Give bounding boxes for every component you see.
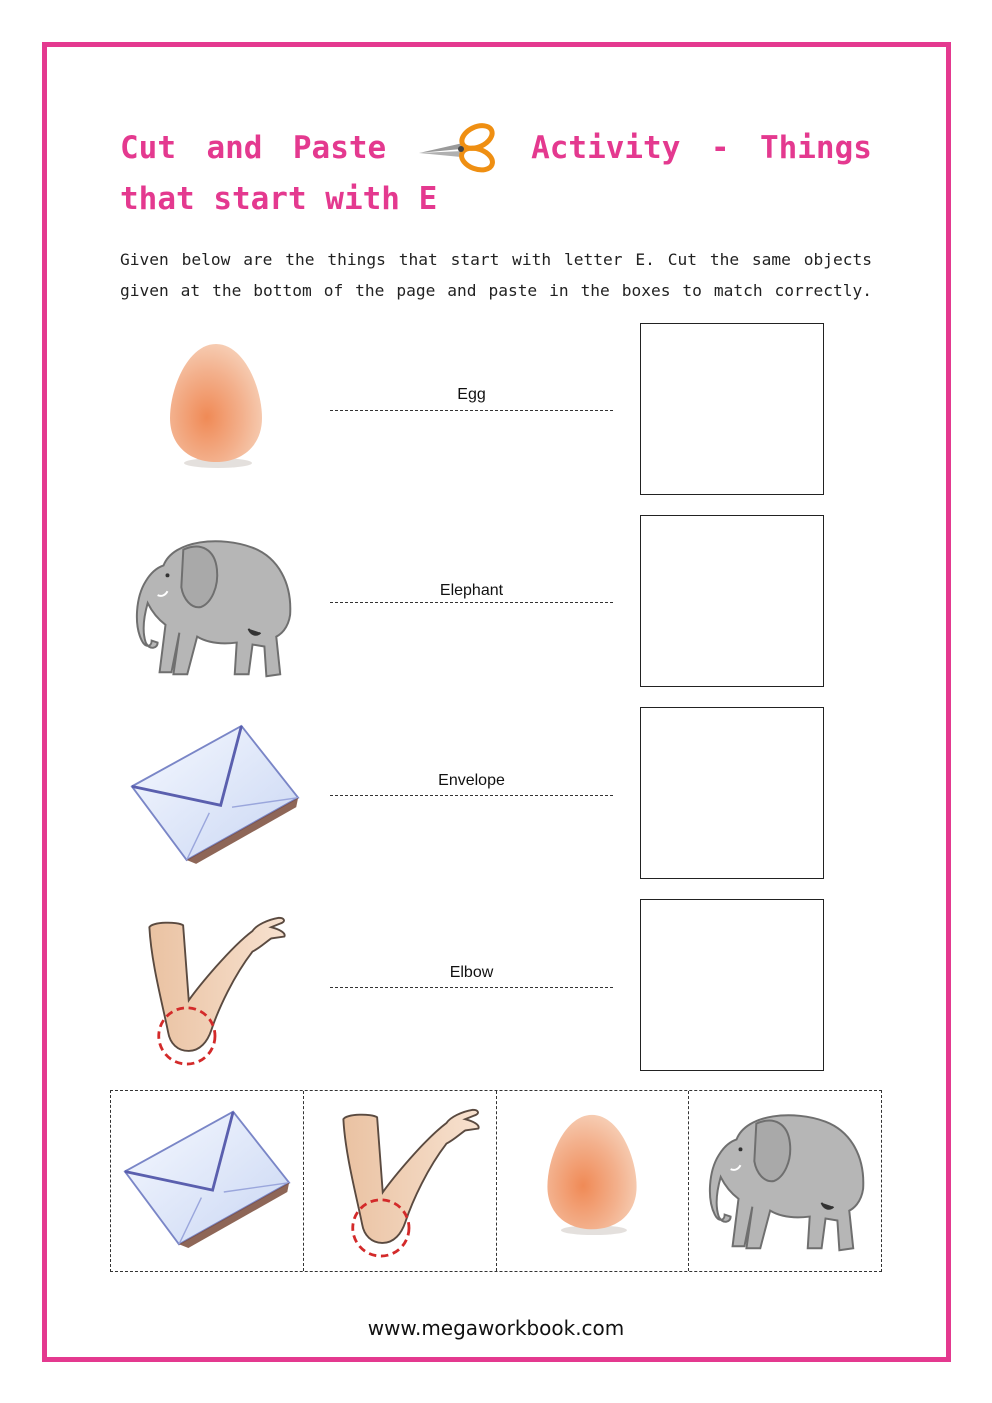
cutout-envelope[interactable] <box>111 1091 304 1271</box>
item-word: Envelope <box>438 772 505 789</box>
instructions-text: Given below are the things that start with letter E. Cut the same objects given at the bottom of the page and paste in the boxes to match correctly. <box>120 250 872 300</box>
elbow-icon <box>334 1097 484 1267</box>
item-word: Elbow <box>449 964 494 981</box>
word-dashed-line <box>330 410 613 411</box>
title-word: and <box>206 130 263 166</box>
envelope-icon <box>130 718 300 868</box>
elbow-icon <box>140 905 290 1075</box>
scissors-icon <box>417 123 501 173</box>
elephant-icon <box>122 525 300 685</box>
paste-box[interactable] <box>640 515 824 687</box>
item-word: Elephant <box>439 582 504 599</box>
title-word: - <box>710 130 730 166</box>
egg-icon <box>543 1111 641 1237</box>
envelope-icon <box>123 1103 291 1253</box>
cutout-elephant[interactable] <box>689 1091 881 1271</box>
paste-box[interactable] <box>640 707 824 879</box>
elephant-icon <box>695 1099 873 1259</box>
paste-box[interactable] <box>640 899 824 1071</box>
title-word: Activity <box>531 130 681 166</box>
cutout-elbow[interactable] <box>304 1091 497 1271</box>
word-dashed-line <box>330 602 613 603</box>
word-dashed-line <box>330 987 613 988</box>
word-dashed-line <box>330 795 613 796</box>
footer-website: www.megaworkbook.com <box>367 1316 625 1340</box>
title-word: Paste <box>292 130 387 166</box>
cutout-egg[interactable] <box>497 1091 690 1271</box>
title-word: Cut <box>120 130 176 166</box>
item-word: Egg <box>457 386 486 403</box>
worksheet-title-line2: that start with E <box>120 181 438 217</box>
egg-icon <box>165 340 267 470</box>
cutout-strip <box>110 1090 882 1272</box>
paste-box[interactable] <box>640 323 824 495</box>
title-word: Things <box>759 130 872 166</box>
worksheet-title-line1 <box>120 126 872 170</box>
